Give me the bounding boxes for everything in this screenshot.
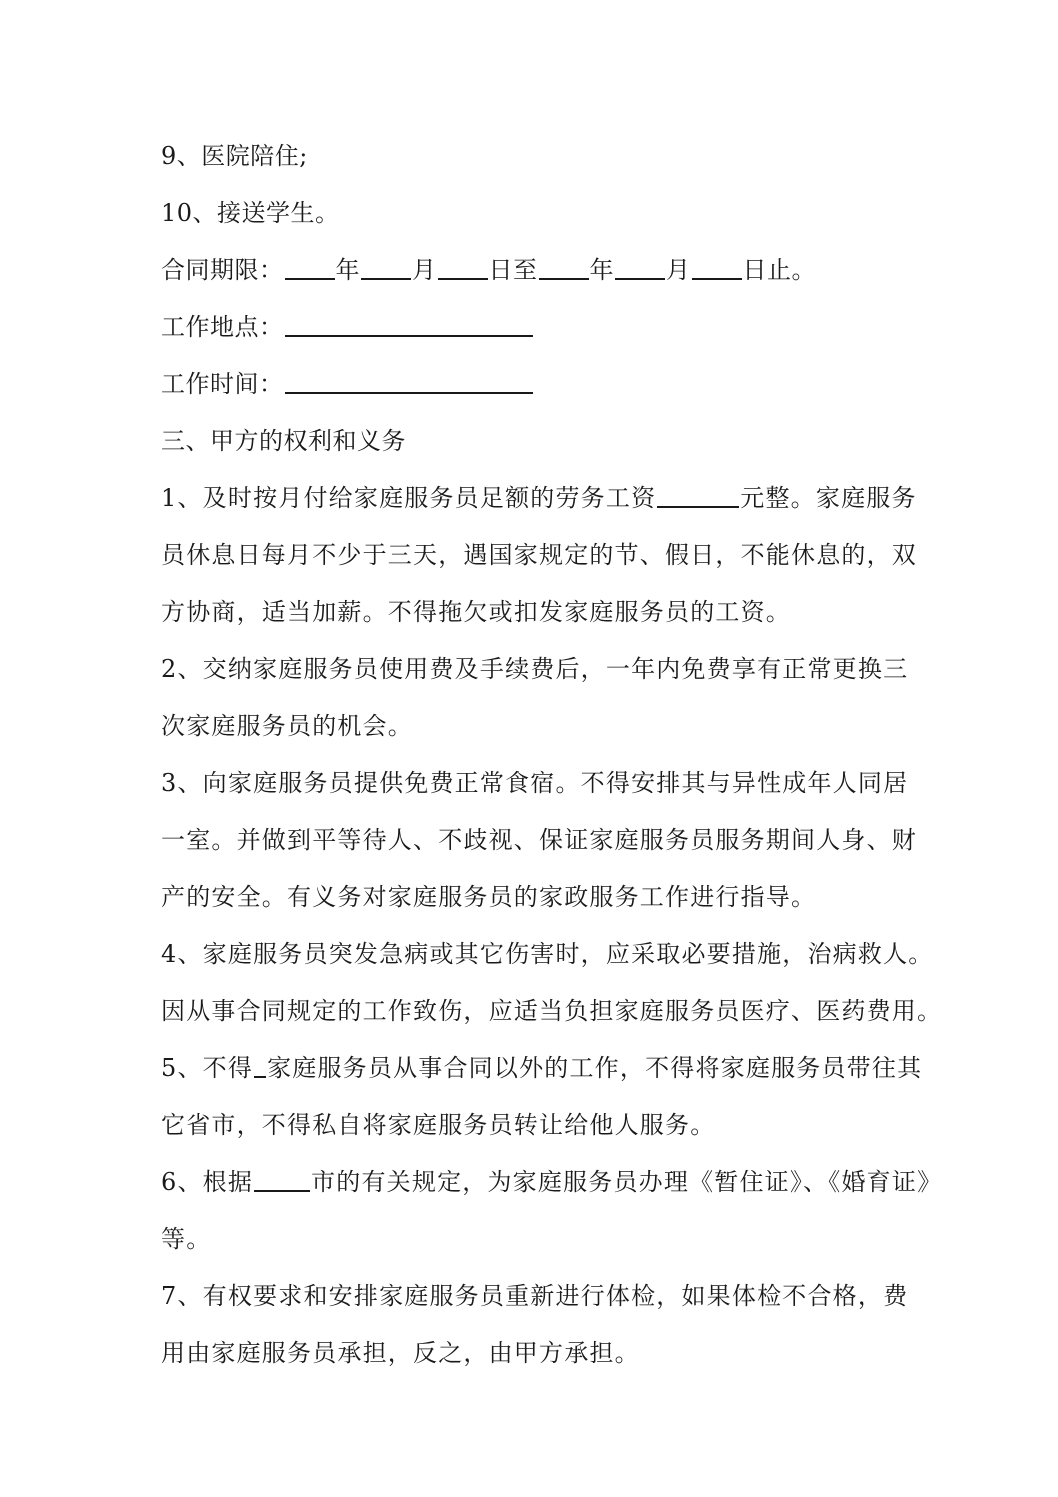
blank-work-time [285,372,533,394]
clause-2-line-1: 2、交纳家庭服务员使用费及手续费后，一年内免费享有正常更换三 [161,655,909,683]
year-label-start: 年 [335,256,360,284]
work-place-label: 工作地点： [161,313,284,341]
clause-3-line-2: 一室。并做到平等待人、不歧视、保证家庭服务员服务期间人身、财 [161,826,917,854]
blank-day-start [438,258,488,280]
blank-city [254,1170,310,1192]
clause-2 [161,641,921,755]
clause-4-line-2: 因从事合同规定的工作致伤，应适当负担家庭服务员医疗、医药费用。 [161,997,943,1025]
clause-6-text-b: 市的有关规定，为家庭服务员办理《暂住证》、《婚育证》 [311,1168,943,1196]
contract-period-label: 合同期限： [161,256,284,284]
clause-1-line-3: 方协商，适当加薪。不得拖欠或扣发家庭服务员的工资。 [161,598,791,626]
clause-5 [161,1040,921,1154]
clause-1-text-a: 1、及时按月付给家庭服务员足额的劳务工资 [161,484,657,512]
year-label-end: 年 [589,256,614,284]
list-item-10: 10、接送学生。 [161,199,340,227]
clause-6 [161,1154,943,1268]
clause-5-line-2: 它省市，不得私自将家庭服务员转让给他人服务。 [161,1111,716,1139]
clause-5-line-1 [161,1040,921,1097]
blank-month-end [615,258,665,280]
clause-7 [161,1268,921,1382]
day-end-label: 日止。 [742,256,816,284]
section-heading: 三、甲方的权利和义务 [161,427,406,455]
clause-1-line-1 [161,470,921,527]
clause-1 [161,470,921,641]
document-body [161,128,943,1382]
clause-3 [161,755,921,926]
clause-1-line-2: 员休息日每月不少于三天，遇国家规定的节、假日，不能休息的，双 [161,541,917,569]
blank-day-end [692,258,742,280]
clause-6-text-a: 6、根据 [161,1168,254,1196]
clause-4 [161,926,943,1040]
work-time-label: 工作时间： [161,370,284,398]
blank-wage-amount [657,486,739,508]
clause-3-line-1: 3、向家庭服务员提供免费正常食宿。不得安排其与异性成年人同居 [161,769,909,797]
clause-7-line-1: 7、有权要求和安排家庭服务员重新进行体检，如果体检不合格，费 [161,1282,909,1310]
clause-7-line-2: 用由家庭服务员承担，反之，由甲方承担。 [161,1339,640,1367]
blank-month-start [361,258,411,280]
clause-6-line-1 [161,1154,943,1211]
work-place-line [161,299,921,356]
blank-work-place [285,315,533,337]
clause-5-text-b: 家庭服务员从事合同以外的工作，不得将家庭服务员带往其 [267,1054,923,1082]
clause-1-text-b: 元整。家庭服务 [740,484,917,512]
clause-6-line-2: 等。 [161,1225,212,1253]
clause-4-line-1: 4、家庭服务员突发急病或其它伤害时，应采取必要措施，治病救人。 [161,940,934,968]
clause-5-text-a: 5、不得 [161,1054,254,1082]
blank-year-end [539,258,589,280]
month-label-start: 月 [412,256,437,284]
work-time-line [161,356,921,413]
clause-3-line-3: 产的安全。有义务对家庭服务员的家政服务工作进行指导。 [161,883,817,911]
day-to-label: 日至 [488,256,538,284]
blank-clause-5 [254,1056,266,1078]
blank-year-start [285,258,335,280]
contract-period-line [161,242,921,299]
list-item-9: 9、医院陪住; [161,142,308,170]
clause-2-line-2: 次家庭服务员的机会。 [161,712,413,740]
month-label-end: 月 [666,256,691,284]
